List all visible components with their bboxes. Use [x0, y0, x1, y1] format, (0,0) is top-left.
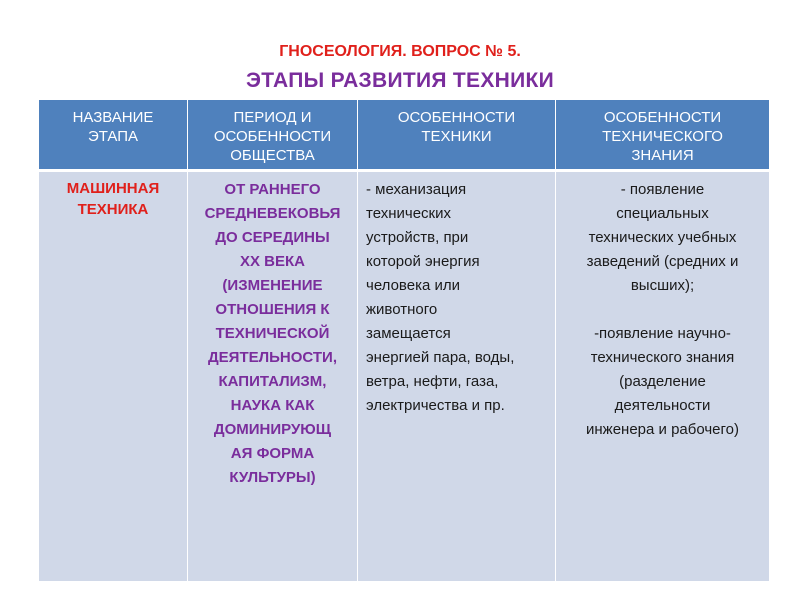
header-stage-name [39, 100, 188, 171]
text-line: XX ВЕКА [239, 253, 305, 270]
text-line: КАПИТАЛИЗМ, [218, 373, 327, 390]
header-period [188, 100, 358, 171]
text-line: СРЕДНЕВЕКОВЬЯ [204, 205, 341, 222]
text-line: ТЕХНИЧЕСКОЙ [215, 325, 330, 342]
text-line: технических учебных [588, 229, 737, 246]
cell-stage-name [39, 171, 188, 582]
text-line: (разделение [619, 373, 706, 390]
text-line: ОТНОШЕНИЯ К [215, 301, 330, 318]
text-line: электричества и пр. [366, 397, 505, 414]
text-line: заведений (средних и [586, 253, 739, 270]
text-line: инженера и рабочего) [586, 421, 739, 438]
text-line: замещается [366, 325, 451, 342]
text-line: деятельности [614, 397, 711, 414]
text-line: ОСОБЕННОСТИ [603, 109, 722, 126]
text-line: ТЕХНИЧЕСКОГО [602, 128, 723, 145]
text-line: -появление научно- [594, 325, 731, 342]
text-line: ДОМИНИРУЮЩ [213, 421, 332, 438]
text-line: ОТ РАННЕГО [224, 181, 321, 198]
text-line: специальных [616, 205, 709, 222]
text-line: ТЕХНИКА [77, 201, 149, 218]
text-line: ЭТАПА [87, 128, 139, 145]
text-line: ОСОБЕННОСТИ [397, 109, 516, 126]
text-line: человека или [366, 277, 460, 294]
text-line: высших); [630, 277, 695, 294]
stages-table [38, 99, 770, 582]
text-line: ТЕХНИКИ [421, 128, 492, 145]
text-line: которой энергия [366, 253, 480, 270]
text-line: устройств, при [366, 229, 469, 246]
header-knowledge-features [556, 100, 770, 171]
text-line: ОСОБЕННОСТИ [213, 128, 332, 145]
text-line: ЗНАНИЯ [631, 147, 694, 164]
slide-title: ЭТАПЫ РАЗВИТИЯ ТЕХНИКИ [245, 69, 555, 92]
text-line: энергией пара, воды, [366, 349, 515, 366]
text-line: ДО СЕРЕДИНЫ [215, 229, 330, 246]
cell-period [188, 171, 358, 582]
text-line: ветра, нефти, газа, [366, 373, 499, 390]
text-line: ПЕРИОД И [233, 109, 312, 126]
text-line: НАУКА КАК [230, 397, 315, 414]
text-line: - появление [620, 181, 705, 198]
text-line: МАШИННАЯ [66, 180, 160, 197]
cell-knowledge-features [556, 171, 770, 582]
slide-subtitle: ГНОСЕОЛОГИЯ. ВОПРОС № 5. [279, 43, 521, 60]
table-header-row [39, 100, 770, 171]
text-line [560, 298, 765, 322]
text-line: технического знания [590, 349, 735, 366]
text-line: АЯ ФОРМА [230, 445, 315, 462]
text-line: животного [366, 301, 438, 318]
table-row [39, 171, 770, 582]
text-line: ОБЩЕСТВА [230, 147, 315, 164]
text-line: КУЛЬТУРЫ) [229, 469, 316, 486]
text-line: ДЕЯТЕЛЬНОСТИ, [207, 349, 338, 366]
cell-tech-features [358, 171, 556, 582]
text-line: - механизация [366, 181, 467, 198]
text-line: технических [366, 205, 451, 222]
header-tech-features [358, 100, 556, 171]
text-line: НАЗВАНИЕ [72, 109, 154, 126]
text-line: (ИЗМЕНЕНИЕ [222, 277, 323, 294]
